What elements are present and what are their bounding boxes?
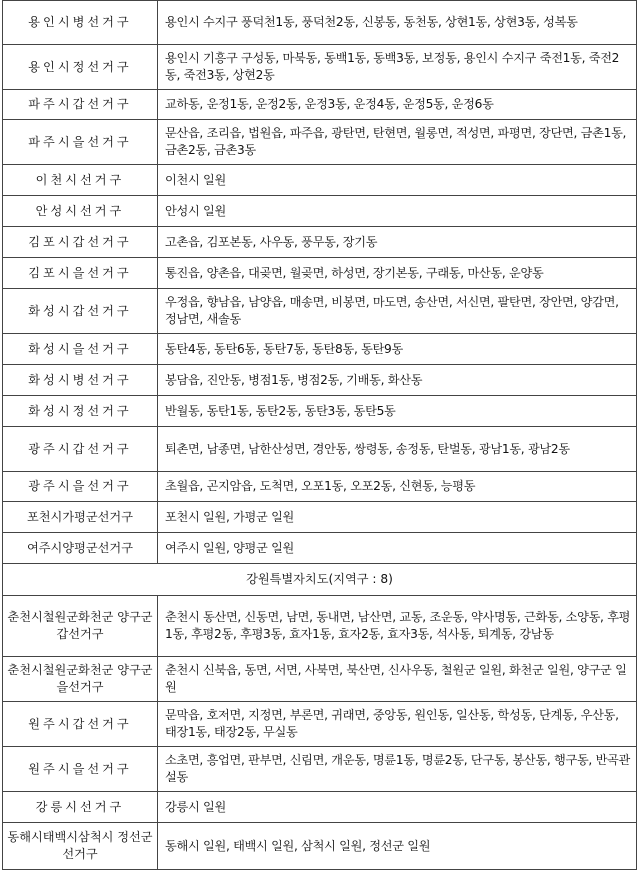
district-name-cell: 동해시태백시삼척시 정선군선거구 [3, 823, 158, 870]
table-row [3, 90, 637, 120]
table-row [3, 258, 637, 289]
district-table-body [3, 1, 637, 870]
table-row [3, 823, 637, 870]
district-table [2, 0, 637, 870]
table-row [3, 396, 637, 427]
district-name-cell: 이천시선거구 [3, 165, 158, 196]
district-name-cell: 여주시양평군선거구 [3, 533, 158, 564]
district-areas-cell: 춘천시 동산면, 신동면, 남면, 동내면, 남산면, 교동, 조운동, 약사명동, 근화동, 소양동, 후평1동, 후평2동, 후평3동, 효자1동, 효자2동, 효자3동, 석사동, 퇴계동, 강남동 [158, 596, 637, 657]
table-row [3, 227, 637, 258]
district-areas-cell: 반월동, 동탄1동, 동탄2동, 동탄3동, 동탄5동 [158, 396, 637, 427]
district-name-cell: 파주시을선거구 [3, 120, 158, 165]
table-row [3, 472, 637, 502]
table-row [3, 792, 637, 823]
district-name-cell: 원주시갑선거구 [3, 702, 158, 747]
district-areas-cell: 우정읍, 향남읍, 남양읍, 매송면, 비봉면, 마도면, 송산면, 서신면, 팔탄면, 장안면, 양감면, 정남면, 새솔동 [158, 289, 637, 334]
district-name-cell: 안성시선거구 [3, 196, 158, 227]
district-name-cell: 용인시정선거구 [3, 45, 158, 90]
table-row [3, 502, 637, 533]
district-areas-cell: 퇴촌면, 남종면, 남한산성면, 경안동, 쌍령동, 송정동, 탄벌동, 광남1동, 광남2동 [158, 427, 637, 472]
district-name-cell: 광주시을선거구 [3, 472, 158, 502]
section-header-row [3, 564, 637, 596]
table-row [3, 533, 637, 564]
district-areas-cell: 이천시 일원 [158, 165, 637, 196]
district-name-cell: 춘천시철원군화천군 양구군갑선거구 [3, 596, 158, 657]
district-name-cell: 화성시갑선거구 [3, 289, 158, 334]
table-row [3, 365, 637, 396]
district-areas-cell: 문막읍, 호저면, 지정면, 부론면, 귀래면, 중앙동, 원인동, 일산동, 학성동, 단계동, 우산동, 태장1동, 태장2동, 무실동 [158, 702, 637, 747]
district-areas-cell: 춘천시 신북읍, 동면, 서면, 사북면, 북산면, 신사우동, 철원군 일원, 화천군 일원, 양구군 일원 [158, 657, 637, 702]
table-row [3, 702, 637, 747]
district-areas-cell: 초월읍, 곤지암읍, 도척면, 오포1동, 오포2동, 신현동, 능평동 [158, 472, 637, 502]
table-row [3, 196, 637, 227]
table-row [3, 657, 637, 702]
district-areas-cell: 봉담읍, 진안동, 병점1동, 병점2동, 기배동, 화산동 [158, 365, 637, 396]
district-name-cell: 원주시을선거구 [3, 747, 158, 792]
table-row [3, 165, 637, 196]
district-name-cell: 강릉시선거구 [3, 792, 158, 823]
section-title: 강원특별자치도(지역구 : 8) [3, 564, 637, 596]
district-areas-cell: 강릉시 일원 [158, 792, 637, 823]
district-areas-cell: 소초면, 흥업면, 판부면, 신림면, 개운동, 명륜1동, 명륜2동, 단구동, 봉산동, 행구동, 반곡관설동 [158, 747, 637, 792]
table-row [3, 289, 637, 334]
district-name-cell: 화성시을선거구 [3, 334, 158, 365]
district-areas-cell: 포천시 일원, 가평군 일원 [158, 502, 637, 533]
table-row [3, 45, 637, 90]
table-row [3, 334, 637, 365]
district-name-cell: 김포시을선거구 [3, 258, 158, 289]
district-areas-cell: 안성시 일원 [158, 196, 637, 227]
table-row [3, 120, 637, 165]
district-areas-cell: 교하동, 운정1동, 운정2동, 운정3동, 운정4동, 운정5동, 운정6동 [158, 90, 637, 120]
district-areas-cell: 고촌읍, 김포본동, 사우동, 풍무동, 장기동 [158, 227, 637, 258]
table-row [3, 747, 637, 792]
district-name-cell: 화성시정선거구 [3, 396, 158, 427]
district-name-cell: 김포시갑선거구 [3, 227, 158, 258]
table-row [3, 1, 637, 45]
table-row [3, 596, 637, 657]
district-areas-cell: 통진읍, 양촌읍, 대곶면, 월곶면, 하성면, 장기본동, 구래동, 마산동, 운양동 [158, 258, 637, 289]
district-areas-cell: 문산읍, 조리읍, 법원읍, 파주읍, 광탄면, 탄현면, 월롱면, 적성면, 파평면, 장단면, 금촌1동, 금촌2동, 금촌3동 [158, 120, 637, 165]
district-areas-cell: 여주시 일원, 양평군 일원 [158, 533, 637, 564]
district-name-cell: 화성시병선거구 [3, 365, 158, 396]
district-table-sheet [2, 0, 636, 870]
table-row [3, 427, 637, 472]
district-name-cell: 광주시갑선거구 [3, 427, 158, 472]
district-name-cell: 파주시갑선거구 [3, 90, 158, 120]
district-areas-cell: 용인시 기흥구 구성동, 마북동, 동백1동, 동백3동, 보정동, 용인시 수지구 죽전1동, 죽전2동, 죽전3동, 상현2동 [158, 45, 637, 90]
district-name-cell: 춘천시철원군화천군 양구군을선거구 [3, 657, 158, 702]
district-areas-cell: 동해시 일원, 태백시 일원, 삼척시 일원, 정선군 일원 [158, 823, 637, 870]
district-name-cell: 포천시가평군선거구 [3, 502, 158, 533]
district-areas-cell: 동탄4동, 동탄6동, 동탄7동, 동탄8동, 동탄9동 [158, 334, 637, 365]
district-name-cell: 용인시병선거구 [3, 1, 158, 45]
district-areas-cell: 용인시 수지구 풍덕천1동, 풍덕천2동, 신봉동, 동천동, 상현1동, 상현3동, 성복동 [158, 1, 637, 45]
